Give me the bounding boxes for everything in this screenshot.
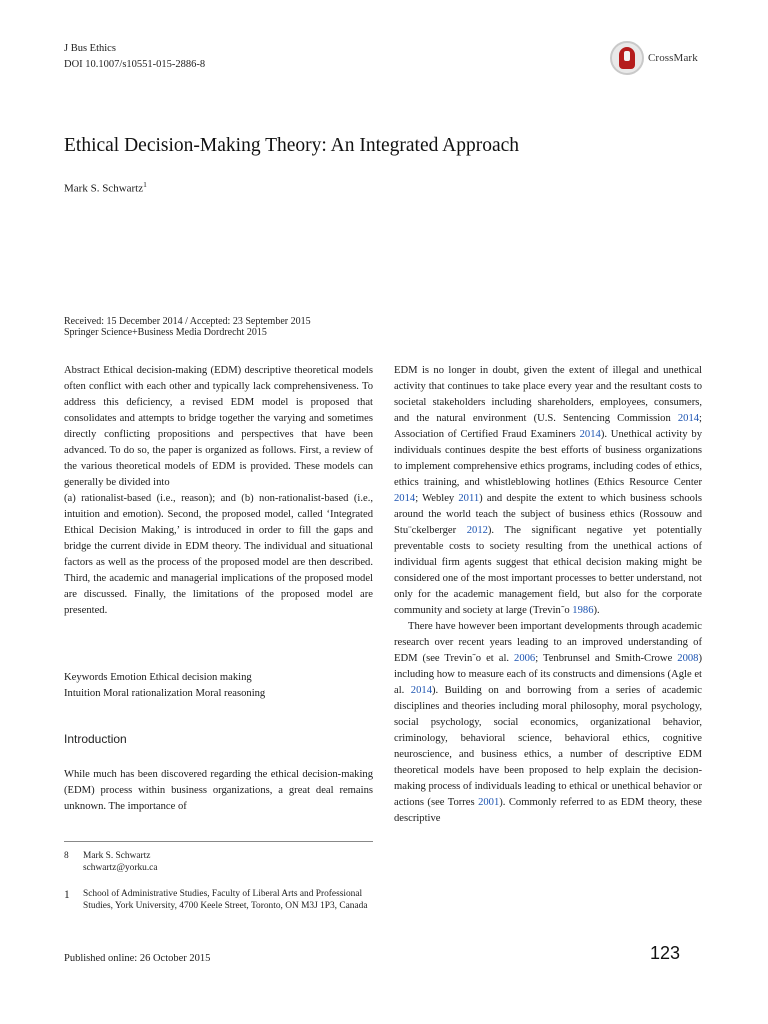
publisher-line: Springer Science+Business Media Dordrecht 2015 (64, 327, 267, 338)
crossmark-badge[interactable] (610, 40, 710, 76)
citation-link[interactable]: 2011 (458, 493, 480, 504)
footnote-author-name: Mark S. Schwartz (83, 851, 151, 861)
doi-link[interactable]: DOI 10.1007/s10551-015-2886-8 (64, 59, 206, 70)
citation-link[interactable]: 2006 (514, 653, 536, 664)
received-accepted: Received: 15 December 2014 / Accepted: 23 September 2015 (64, 316, 311, 327)
citation-link[interactable]: 2014 (394, 493, 416, 504)
keywords (64, 670, 373, 702)
footnote-divider (64, 841, 373, 842)
author-name: Mark S. Schwartz (64, 182, 144, 195)
crossmark-icon (610, 41, 644, 75)
section-heading-introduction: Introduction (64, 732, 127, 746)
citation-link[interactable]: 1986 (572, 605, 594, 616)
citation-link[interactable]: 2008 (677, 653, 699, 664)
affiliation-mark: 1 (64, 889, 70, 901)
journal-header (64, 41, 205, 73)
publication-dates (64, 316, 311, 338)
abstract (64, 363, 373, 619)
footnote-author (64, 851, 373, 874)
author-affiliation-mark: 1 (143, 180, 147, 189)
author-line (64, 180, 147, 195)
citation-link[interactable]: 2014 (677, 413, 700, 424)
body-paragraph-2: There have however been important developments through academic research over recent years leading to an improved understanding of EDM (see Trevin˜o et al. 2006; Tenbrunsel and Smith-Crowe 2008) including how to measure each of its constructs and dimensions (Agle et al. 2014). Building on and borrowing from a series of academic disciplines and theories including moral philosophy, moral psychology, social psychology, social economics, organizational behavior, criminology, behavioral science, behavioral ethics, cognitive neuroscience, and business ethics, a number of descriptive EDM theoretical models have been proposed to help explain the decision-making process of individuals leading to ethical or unethical behavior or actions (see Torres 2001). Commonly referred to as EDM theory, these descriptive (394, 621, 702, 824)
abstract-paragraph-2: (a) rationalist-based (i.e., reason); and (b) non-rationalist-based (i.e., intuition and emotion). Second, the proposed model, called ‘Integrated Ethical Decision Making,’ is introduced in order to fill the gaps and bridge the current divide in EDM theory. The individual and situational factors as well as the process of the proposed model are then described. Third, the academic and managerial implications of the proposed model are discussed. Finally, the limitations of the proposed model are presented. (64, 493, 373, 616)
citation-link[interactable]: 2001 (478, 797, 500, 808)
envelope-icon: 8 (64, 851, 69, 861)
abstract-paragraph-1: Abstract Ethical decision-making (EDM) descriptive theoretical models often conflict with each other and typically lack comprehensiveness. To address this deficiency, a revised EDM model is proposed that consolidates and attempts to bridge together the varying and sometimes directly conflicting propositions and perspectives that have been advanced. To do so, the paper is organized as follows. First, a review of the various theoretical models of EDM is provided. These models can generally be divided into (64, 365, 373, 488)
keywords-line-2: Intuition Moral rationalization Moral reasoning (64, 688, 266, 699)
article-title: Ethical Decision-Making Theory: An Integrated Approach (64, 135, 520, 156)
published-online: Published online: 26 October 2015 (64, 953, 211, 964)
citation-link[interactable]: 2012 (466, 525, 488, 536)
journal-name: J Bus Ethics (64, 43, 116, 54)
affiliation-text: School of Administrative Studies, Faculty of Liberal Arts and Professional Studies, York University, 4700 Keele Street, Toronto, ON M3J 1P3, Canada (83, 889, 368, 911)
author-email-link[interactable]: schwartz@yorku.ca (83, 862, 158, 873)
keywords-line-1: Keywords Emotion Ethical decision making (64, 672, 252, 683)
body-column-right (394, 363, 702, 827)
crossmark-label: CrossMark (648, 52, 698, 64)
citation-link[interactable]: 2014 (579, 429, 601, 440)
citation-link[interactable]: 2014 (410, 685, 432, 696)
page-number: 123 (650, 943, 681, 963)
body-paragraph-1: EDM is no longer in doubt, given the extent of illegal and unethical activity that continues to take place every year and the resultant costs to societal stakeholders including shareholders, employees, consumers, and the natural environment (U.S. Sentencing Commission 2014; Association of Certified Fraud Examiners 2014). Unethical activity by individuals continues despite the best efforts of business organizations to implement comprehensive ethics programs, including codes of ethics, ethics training, and whistleblowing hotlines (Ethics Resource Center 2014; Webley 2011) and despite the extent to which business schools around the world teach the subject of business ethics (Rossouw and Stu¨ckelberger 2012). The significant negative yet potentially preventable costs to society resulting from the unethical actions of individual firm agents suggest that ethical decision making might be considered one of the most important processes to better understand, not only for the academic management field, but also for the corporate community and society at large (Trevin˜o 1986). (394, 365, 702, 616)
introduction-text: While much has been discovered regarding the ethical decision-making (EDM) process within business organizations, a great deal remains unknown. The importance of (64, 769, 373, 812)
footnote-affiliation (64, 889, 373, 912)
